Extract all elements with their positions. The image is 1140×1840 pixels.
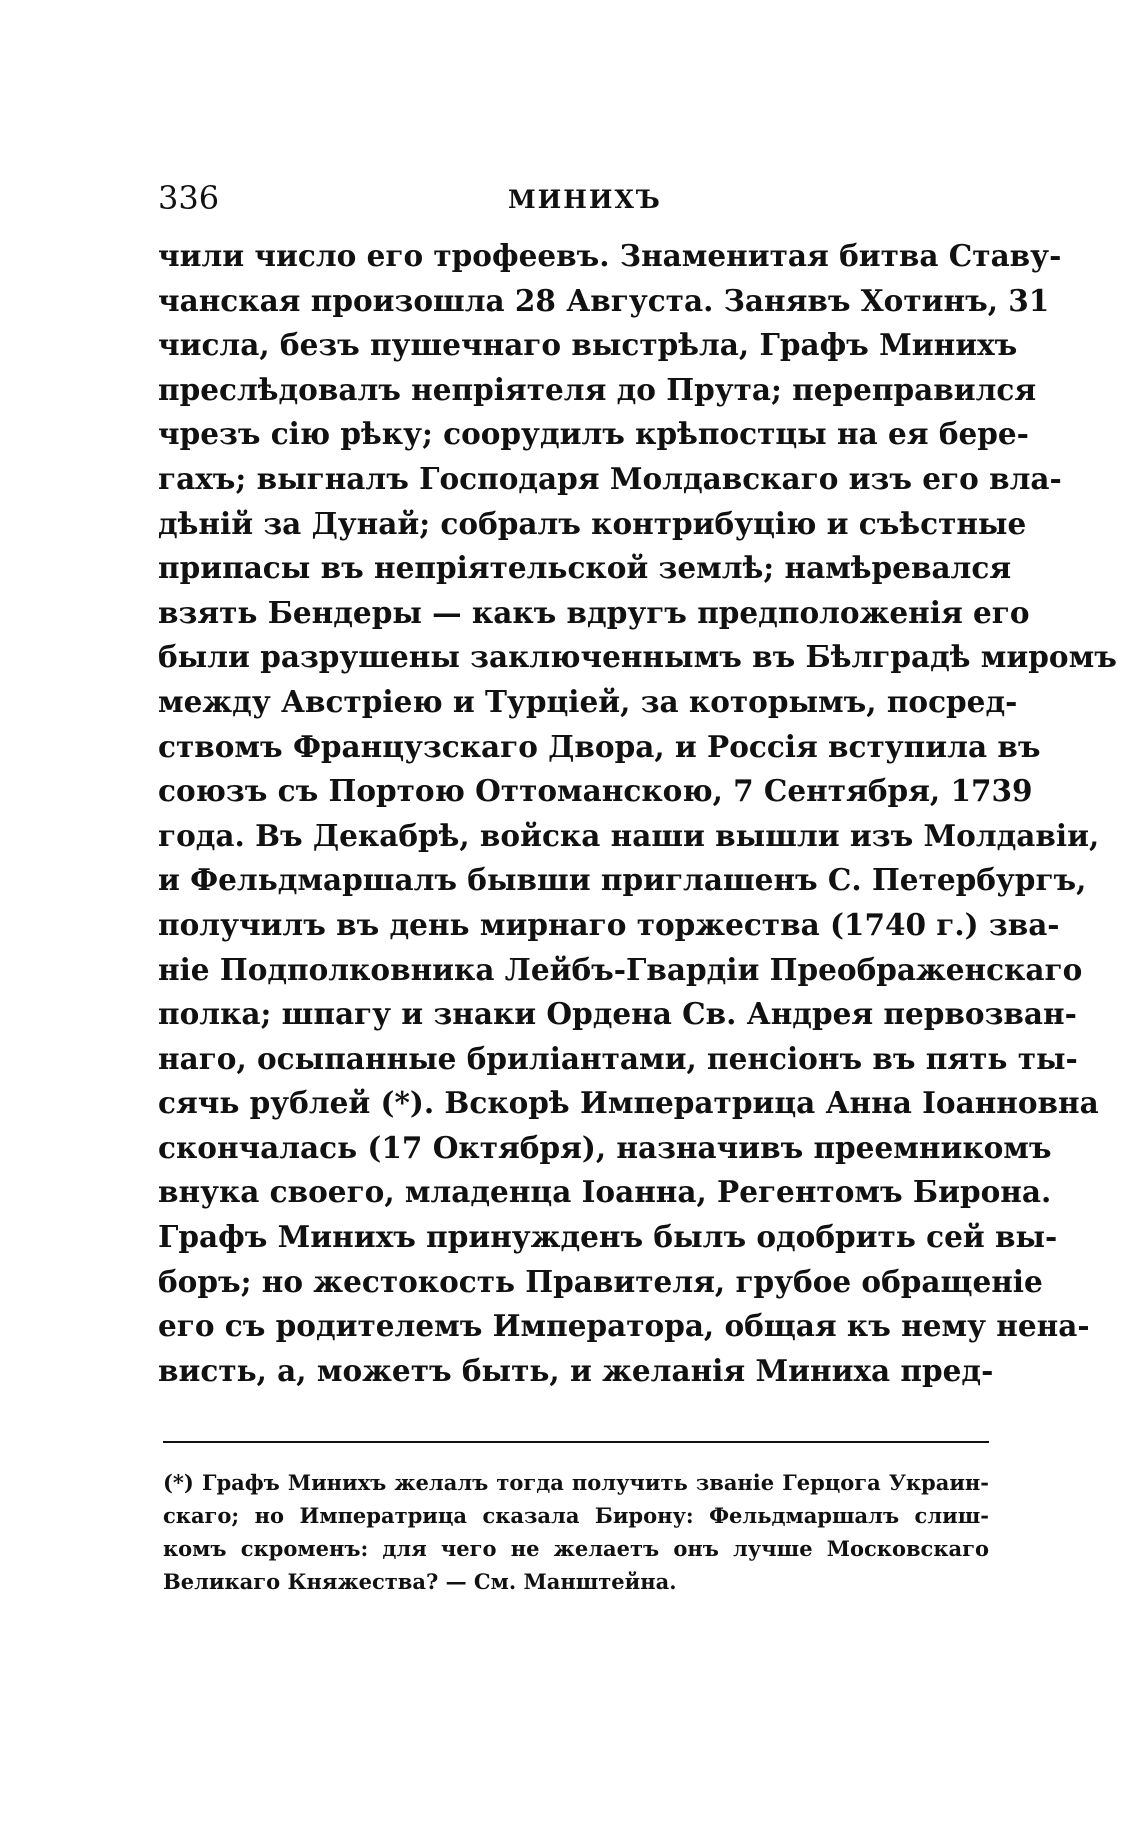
page-number: 336	[158, 179, 220, 217]
text-line: были разрушены заключеннымъ въ Бѣлградѣ миромъ	[158, 639, 1117, 675]
footnote	[163, 1466, 989, 1598]
text-line: между Австріею и Турціей, за которымъ, посред-	[158, 683, 1018, 719]
text-line: висть, а, можетъ быть, и желанія Миниха пред-	[158, 1352, 994, 1388]
text-line: внука своего, младенца Іоанна, Регентомъ Бирона.	[158, 1174, 1052, 1210]
text-line: наго, осыпанные бриліантами, пенсіонъ въ пять ты-	[158, 1040, 1078, 1076]
text-line: боръ; но жестокость Правителя, грубое обращеніе	[158, 1263, 1043, 1299]
text-line: чили число его трофеевъ. Знаменитая битва Ставу-	[158, 238, 1062, 273]
text-line: союзъ съ Портою Оттоманскою, 7 Сентября, 1739	[158, 773, 1033, 809]
footnote-line: (*) Графъ Минихъ желалъ тогда получить званіе Герцога Украин-	[163, 1470, 989, 1495]
text-line: припасы въ непріятельской землѣ; намѣревался	[158, 550, 1012, 586]
text-line: сячь рублей (*). Вскорѣ Императрица Анна Іоанновна	[158, 1085, 1099, 1121]
text-line: года. Въ Декабрѣ, войска наши вышли изъ Молдавіи,	[158, 817, 1100, 853]
text-line: Графъ Минихъ принужденъ былъ одобрить сей вы-	[158, 1219, 1058, 1255]
text-line: и Фельдмаршалъ бывши приглашенъ С. Петербургъ,	[158, 862, 1087, 898]
footnote-divider	[163, 1441, 989, 1443]
text-line: полка; шпагу и знаки Ордена Св. Андрея первозван-	[158, 996, 1077, 1032]
text-line: числа, безъ пушечнаго выстрѣла, Графъ Минихъ	[158, 327, 1018, 363]
running-title: МИНИХЪ	[508, 185, 662, 214]
text-line: чрезъ сію рѣку; соорудилъ крѣпостцы на ея бере-	[158, 416, 1029, 452]
text-line: дѣній за Дунай; собралъ контрибуцію и съѣстные	[158, 505, 1027, 541]
body-text	[158, 234, 1117, 1393]
text-line: взять Бендеры — какъ вдругъ предположенія его	[158, 594, 1030, 630]
text-line: преслѣдовалъ непріятеля до Прута; переправился	[158, 371, 1037, 407]
text-line: скончалась (17 Октября), назначивъ преемникомъ	[158, 1129, 1052, 1165]
text-line: чанская произошла 28 Августа. Занявъ Хотинъ, 31	[158, 282, 1050, 318]
text-line: получилъ въ день мирнаго торжества (1740 г.) зва-	[158, 906, 1060, 942]
footnote-line: Великаго Княжества? — См. Манштейна.	[163, 1569, 677, 1594]
footnote-line: скаго; но Императрица сказала Бирону: Фельдмаршалъ слиш-	[163, 1503, 989, 1528]
text-line: его съ родителемъ Императора, общая къ нему нена-	[158, 1308, 1090, 1344]
text-line: гахъ; выгналъ Господаря Молдавскаго изъ его вла-	[158, 460, 1062, 496]
footnote-line: комъ скроменъ: для чего не желаетъ онъ лучше Московскаго	[163, 1536, 989, 1561]
text-line: ніе Подполковника Лейбъ-Гвардіи Преображенскаго	[158, 951, 1083, 987]
text-line: ствомъ Французскаго Двора, и Россія вступила въ	[158, 728, 1041, 764]
